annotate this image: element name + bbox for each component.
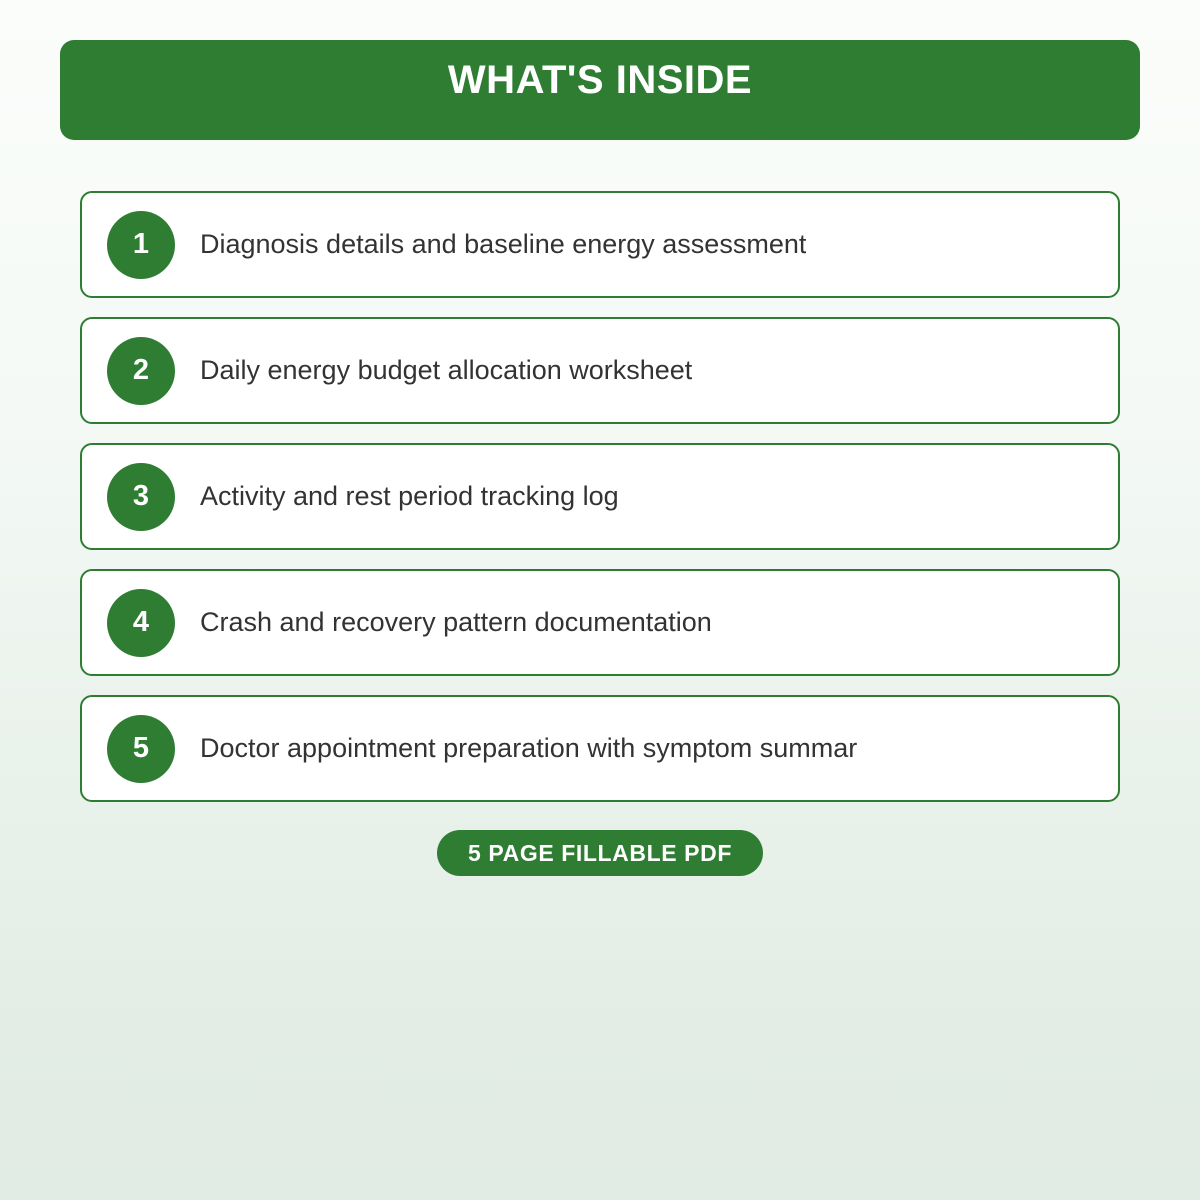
format-badge: 5 PAGE FILLABLE PDF [437, 830, 763, 876]
list-item[interactable] [80, 317, 1120, 424]
list-item[interactable] [80, 569, 1120, 676]
item-number-badge: 2 [107, 337, 175, 405]
format-badge-row [0, 830, 1200, 876]
list-item[interactable] [80, 695, 1120, 802]
item-number-badge: 5 [107, 715, 175, 783]
header-banner [60, 40, 1140, 140]
list-item[interactable] [80, 191, 1120, 298]
list-item-label: Daily energy budget allocation worksheet [200, 354, 693, 385]
item-number-badge: 4 [107, 589, 175, 657]
list-item-label: Doctor appointment preparation with symptom summar [200, 732, 858, 763]
list-item-label: Crash and recovery pattern documentation [200, 606, 712, 637]
item-number-badge: 1 [107, 211, 175, 279]
page-title: WHAT'S INSIDE [447, 58, 753, 102]
list-item-label: Diagnosis details and baseline energy assessment [200, 228, 807, 259]
feature-list [80, 191, 1120, 802]
list-item-label: Activity and rest period tracking log [200, 480, 619, 511]
item-number-badge: 3 [107, 463, 175, 531]
list-item[interactable] [80, 443, 1120, 550]
